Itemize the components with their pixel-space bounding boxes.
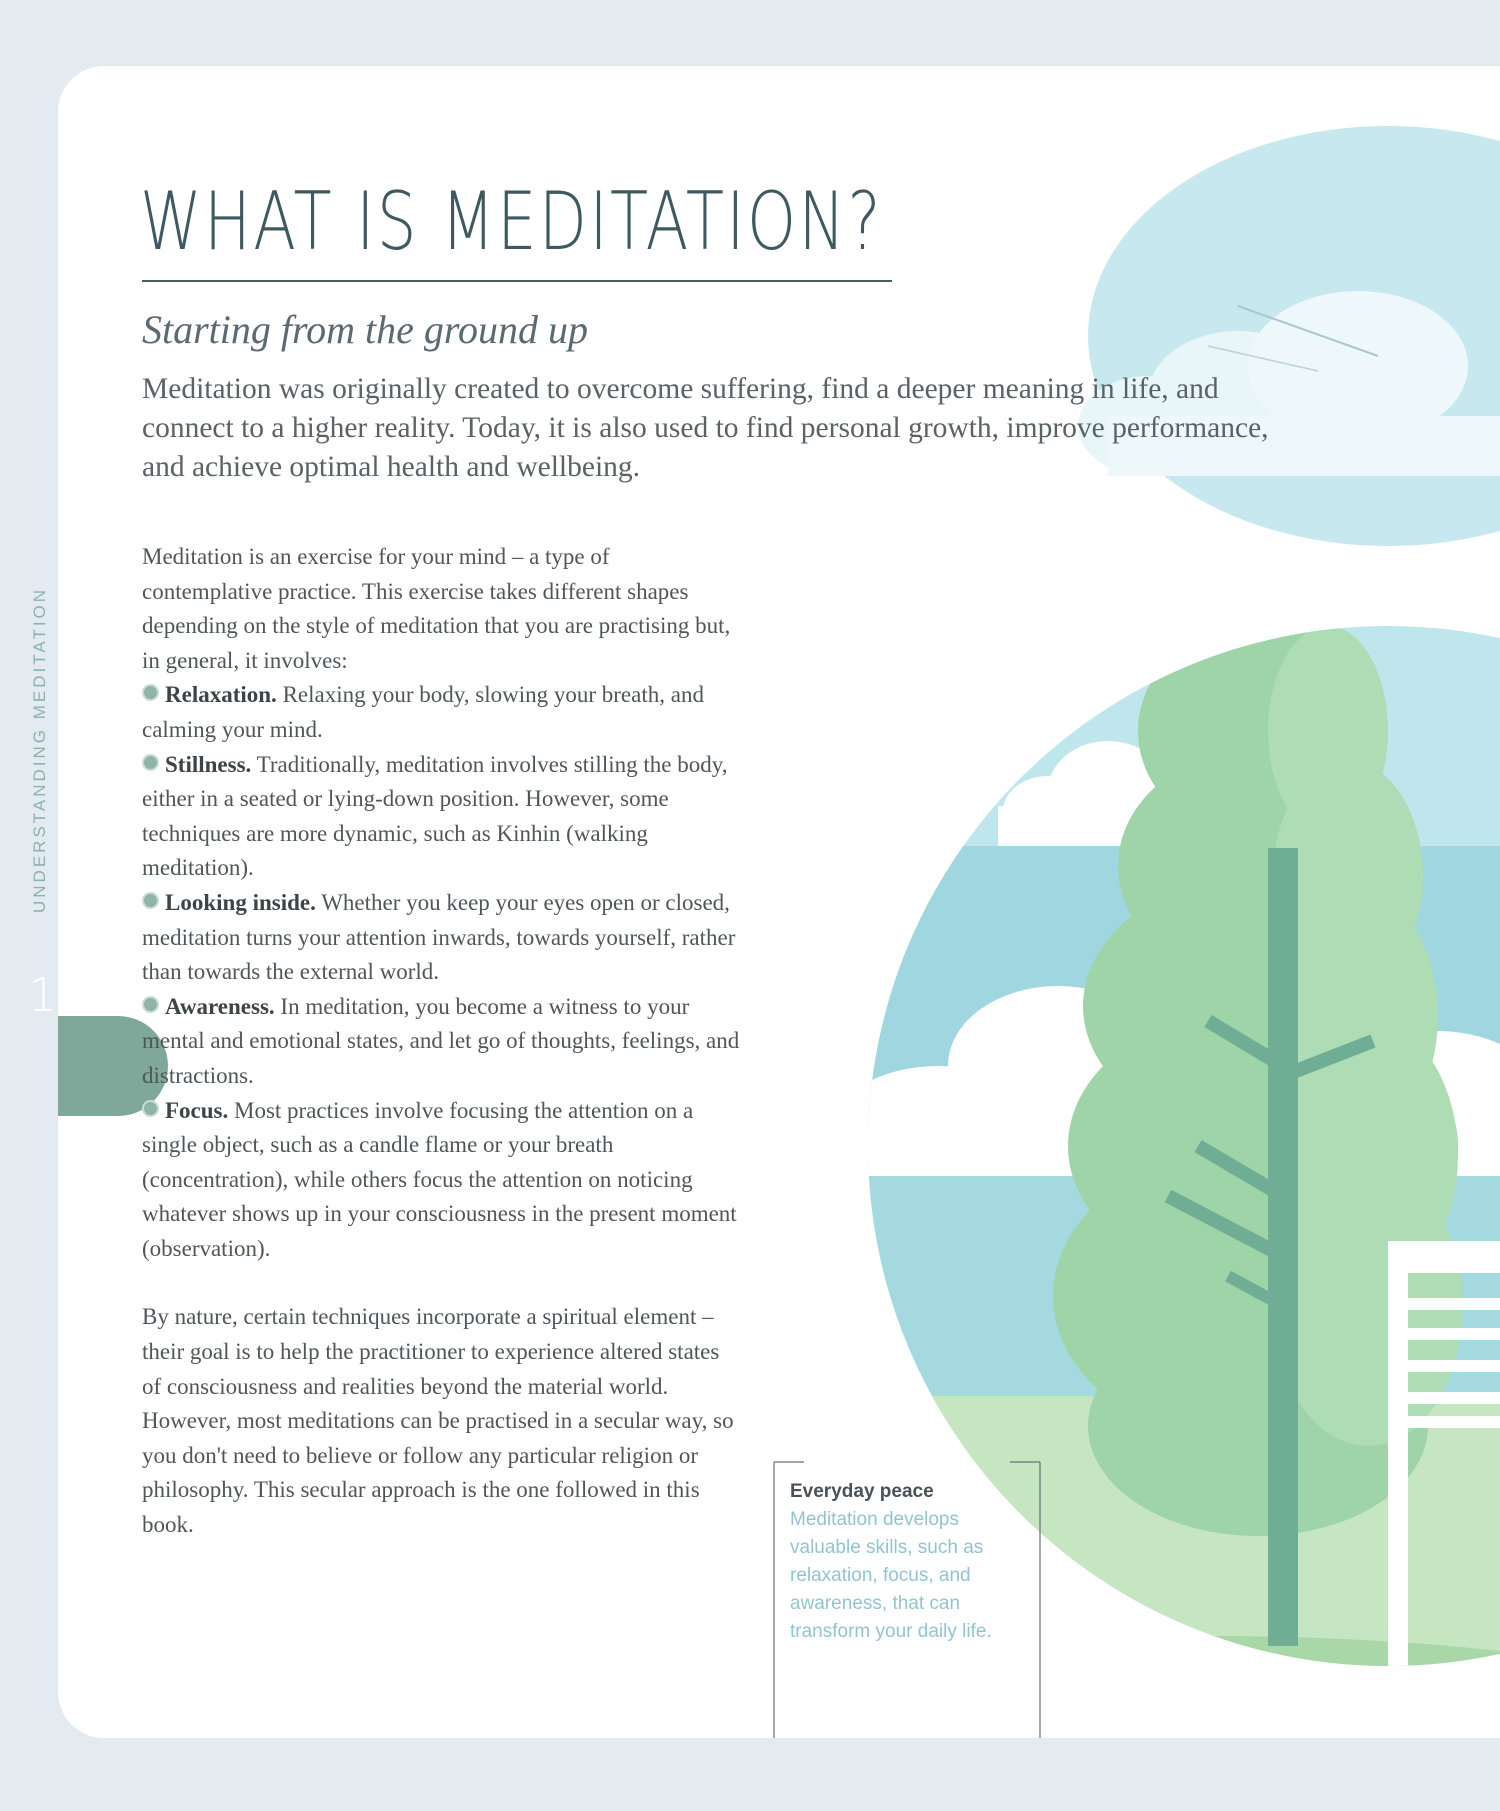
bullet-item: [142, 1094, 742, 1267]
body-text: [142, 540, 742, 1543]
bullet-title: Awareness.: [165, 993, 275, 1019]
bullet-text: Most practices involve focusing the attention on a single object, such as a candle flame or your breath (concentration), while others focus the attention on noticing whatever shows up in your consciousness in the present moment (observation).: [142, 1097, 737, 1261]
bullet-text: In meditation, you become a witness to your mental and emotional states, and let go of thoughts, feelings, and distractions.: [142, 993, 740, 1088]
bullet-dot-icon: [142, 1100, 159, 1117]
bullet-dot-icon: [142, 892, 159, 909]
bullet-text: Whether you keep your eyes open or closed, meditation turns your attention inwards, towards yourself, rather than towards the external world.: [142, 889, 736, 985]
bullet-dot-icon: [142, 754, 159, 771]
bullet-title: Looking inside.: [165, 889, 316, 915]
bullet-dot-icon: [142, 996, 159, 1013]
page-title: WHAT IS MEDITATION?: [140, 175, 883, 268]
caption-title: Everyday peace: [790, 1481, 934, 1502]
image-caption: [790, 1478, 1020, 1646]
bullet-item: [142, 990, 742, 1094]
bullet-text: Relaxing your body, slowing your breath, and calming your mind.: [142, 682, 704, 742]
bullet-item: [142, 886, 742, 990]
bullet-item: [142, 748, 742, 886]
lead-paragraph: Meditation is an exercise for your mind – a type of contemplative practice. This exercise takes different shapes depending on the style of meditation that you are practising but, in general, it involves:: [142, 544, 731, 673]
title-underline: [142, 280, 892, 282]
caption-text: Meditation develops valuable skills, such as relaxation, focus, and awareness, that can transform your daily life.: [790, 1509, 992, 1642]
page-subtitle: Starting from the ground up: [142, 307, 588, 352]
bullet-text: Traditionally, meditation involves stilling the body, either in a seated or lying-down position. However, some techniques are more dynamic, such as Kinhin (walking meditation).: [142, 751, 728, 881]
closing-paragraph: By nature, certain techniques incorporate a spiritual element – their goal is to help the practitioner to experience altered states of consciousness and realities beyond the material world. However, most meditations can be practised in a secular way, so you don't need to believe or follow any particular religion or philosophy. This secular approach is the one followed in this book.: [142, 1304, 734, 1538]
bullet-title: Stillness.: [165, 751, 252, 777]
bullet-dot-icon: [142, 684, 159, 701]
bullet-title: Relaxation.: [165, 682, 277, 708]
bullet-item: [142, 678, 742, 747]
intro-paragraph: Meditation was originally created to overcome suffering, find a deeper meaning in life, and connect to a higher reality. Today, it is also used to find personal growth, improve performance, and achieve optimal health and wellbeing.: [142, 373, 1269, 483]
page-number: 10: [28, 968, 83, 1022]
bullet-title: Focus.: [165, 1097, 229, 1123]
section-label: UNDERSTANDING MEDITATION: [30, 586, 49, 913]
